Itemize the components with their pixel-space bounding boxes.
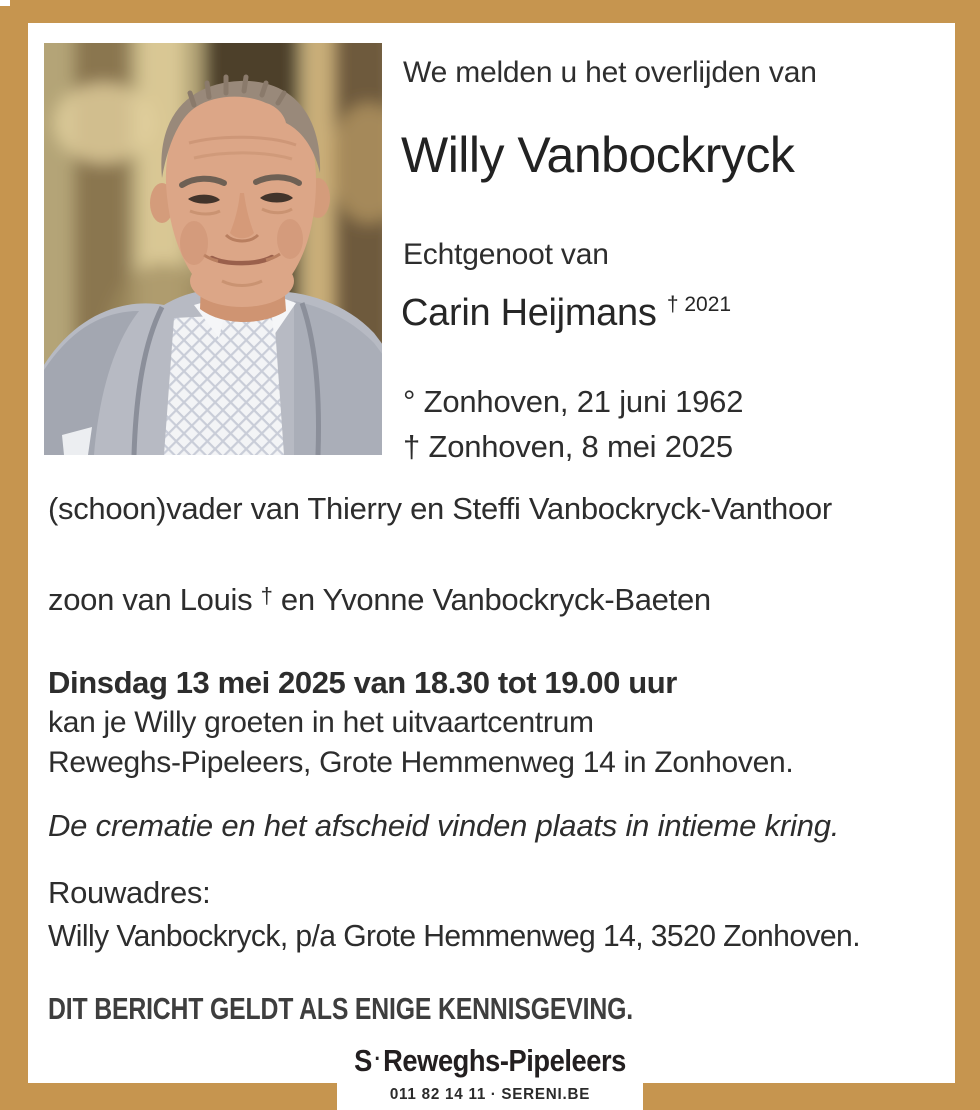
spouse-name bbox=[401, 281, 731, 337]
visitation-block bbox=[48, 663, 793, 783]
death-line: † Zonhoven, 8 mei 2025 bbox=[403, 429, 733, 464]
visitation-line-2: kan je Willy groeten in het uitvaartcentrum bbox=[48, 706, 594, 739]
phone-number: 011 82 14 11 bbox=[389, 1086, 487, 1103]
mourning-address-label: Rouwadres: bbox=[48, 875, 211, 910]
family-line-1: (schoon)vader van Thierry en Steffi Vanbockryck-Vanthoor bbox=[48, 491, 832, 526]
birth-line: ° Zonhoven, 21 juni 1962 bbox=[403, 384, 744, 419]
spouse-label: Echtgenoot van bbox=[403, 238, 609, 271]
family-line-2 bbox=[48, 576, 711, 620]
logo-mark: S bbox=[354, 1043, 372, 1078]
spouse-name-text: Carin Heijmans bbox=[401, 292, 657, 334]
sole-notification-notice: DIT BERICHT GELDT ALS ENIGE KENNISGEVING. bbox=[48, 991, 634, 1026]
portrait-illustration bbox=[44, 43, 382, 455]
cremation-note: De crematie en het afscheid vinden plaats in intieme kring. bbox=[48, 808, 840, 843]
contact-separator-dot: · bbox=[490, 1086, 497, 1103]
contact-line bbox=[345, 1086, 636, 1104]
visitation-line-3: Reweghs-Pipeleers, Grote Hemmenweg 14 in Zonhoven. bbox=[48, 746, 794, 779]
family-line-2-prefix: zoon van Louis bbox=[48, 582, 261, 617]
corner-artifact bbox=[0, 0, 10, 6]
portrait-photo bbox=[44, 43, 382, 455]
spouse-death-year: † 2021 bbox=[666, 293, 732, 316]
intro-line: We melden u het overlijden van bbox=[403, 56, 817, 89]
mourning-address: Willy Vanbockryck, p/a Grote Hemmenweg 14, 3520 Zonhoven. bbox=[48, 918, 860, 953]
deceased-name: Willy Vanbockryck bbox=[401, 127, 795, 183]
family-line-2-suffix: en Yvonne Vanbockryck-Baeten bbox=[272, 582, 711, 617]
funeral-home-name: Reweghs-Pipeleers bbox=[383, 1043, 626, 1078]
funeral-home-logo bbox=[59, 1039, 921, 1081]
visitation-datetime: Dinsdag 13 mei 2025 van 18.30 tot 19.00 uur bbox=[48, 665, 677, 700]
website: SERENI.BE bbox=[501, 1086, 591, 1103]
dagger-symbol: † bbox=[260, 583, 273, 608]
logo-separator-dot: · bbox=[374, 1046, 381, 1071]
